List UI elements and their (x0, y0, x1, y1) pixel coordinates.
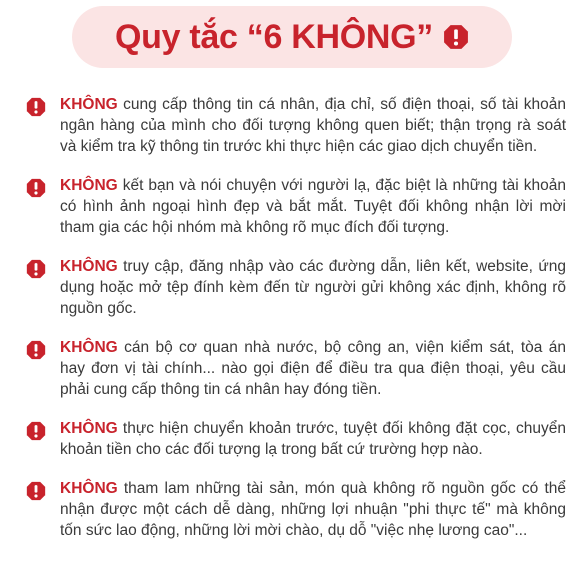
exclamation-octagon-icon (26, 97, 46, 117)
rules-list (26, 94, 566, 559)
title-banner (72, 6, 512, 68)
exclamation-octagon-icon (26, 421, 46, 441)
page-title: Quy tắc “6 KHÔNG” (115, 17, 433, 56)
rule-keyword: KHÔNG (60, 480, 118, 497)
rule-keyword: KHÔNG (60, 420, 118, 437)
rule-keyword: KHÔNG (60, 258, 118, 275)
rule-keyword: KHÔNG (60, 177, 118, 194)
exclamation-octagon-icon (26, 178, 46, 198)
rule-text (60, 337, 566, 400)
rule-text (60, 478, 566, 541)
rule-body: kết bạn và nói chuyện với người lạ, đặc biệt là những tài khoản có hình ảnh ngoại hình đẹp và bắt mắt. Tuyệt đối không nhận lời mời tham gia các hội nhóm mà không rõ mục đích đối tượng. (60, 177, 566, 236)
rule-keyword: KHÔNG (60, 96, 118, 113)
rule-keyword: KHÔNG (60, 339, 118, 356)
list-item (26, 256, 566, 319)
rule-body: cán bộ cơ quan nhà nước, bộ công an, viện kiểm sát, tòa án hay đơn vị tài chính... nào gọi điện để điều tra qua điện thoại, yêu cầu phải cung cấp thông tin cá nhân hay đóng tiền. (60, 339, 566, 398)
list-item (26, 94, 566, 157)
exclamation-octagon-icon (26, 259, 46, 279)
rule-body: thực hiện chuyển khoản trước, tuyệt đối không đặt cọc, chuyển khoản tiền cho các đối tượng lạ trong bất cứ trường hợp nào. (60, 420, 566, 458)
exclamation-octagon-icon (26, 340, 46, 360)
rule-body: truy cập, đăng nhập vào các đường dẫn, liên kết, website, ứng dụng hoặc mở tệp đính kèm đến từ người gửi không xác định, không rõ nguồn gốc. (60, 258, 566, 317)
rule-body: cung cấp thông tin cá nhân, địa chỉ, số điện thoại, số tài khoản ngân hàng của mình cho đối tượng không quen biết; thận trọng rà soát và kiểm tra kỹ thông tin trước khi thực hiện các giao dịch chuyển tiền. (60, 96, 566, 155)
list-item (26, 175, 566, 238)
rule-text (60, 418, 566, 460)
rule-text (60, 175, 566, 238)
exclamation-octagon-icon (443, 24, 469, 50)
list-item (26, 478, 566, 541)
list-item (26, 418, 566, 460)
rule-text (60, 256, 566, 319)
rule-text (60, 94, 566, 157)
rule-body: tham lam những tài sản, món quà không rõ nguồn gốc có thể nhận được một cách dễ dàng, những lợi nhuận "phi thực tế" mà không tốn sức lao động, những lời mời chào, dụ dỗ "việc nhẹ lương cao"... (60, 480, 566, 539)
exclamation-octagon-icon (26, 481, 46, 501)
list-item (26, 337, 566, 400)
